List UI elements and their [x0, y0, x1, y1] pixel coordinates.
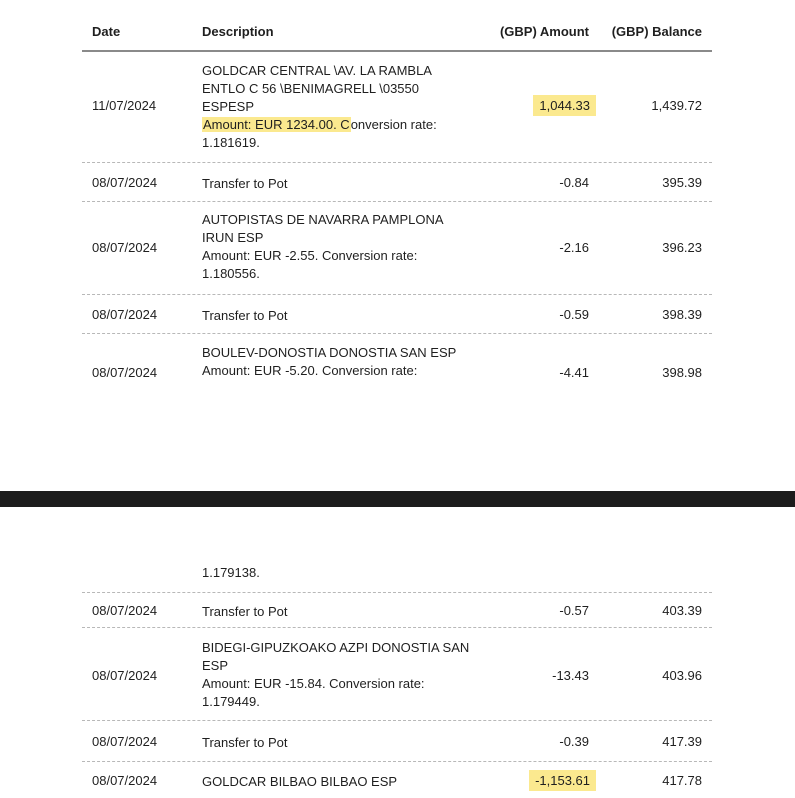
row-balance: 1,439.72	[651, 98, 702, 113]
row-balance: 417.39	[662, 734, 702, 749]
row-amount: -4.41	[559, 365, 589, 380]
desc-line: ENTLO C 56 \BENIMAGRELL \03550	[202, 81, 420, 96]
header-amount: (GBP) Amount	[499, 24, 589, 39]
row-amount: -0.39	[559, 734, 589, 749]
row-description	[202, 639, 470, 711]
row-amount: -0.59	[559, 307, 589, 322]
table-row	[82, 593, 712, 628]
row-date: 08/07/2024	[92, 175, 158, 190]
row-description: GOLDCAR BILBAO BILBAO ESP	[202, 774, 398, 789]
desc-line: BIDEGI-GIPUZKOAKO AZPI DONOSTIA SAN	[202, 640, 470, 655]
table-row-continuation	[82, 552, 712, 593]
row-date: 08/07/2024	[92, 307, 158, 322]
row-description: Transfer to Pot	[202, 735, 288, 750]
row-balance: 396.23	[662, 240, 702, 255]
header-description: Description	[202, 24, 274, 39]
row-description: Transfer to Pot	[202, 604, 288, 619]
table-row	[82, 762, 712, 798]
table-row	[82, 163, 712, 202]
row-description: Transfer to Pot	[202, 308, 288, 323]
row-date: 08/07/2024	[92, 603, 158, 618]
desc-line: Amount: EUR -15.84. Conversion rate:	[202, 676, 425, 691]
row-date: 08/07/2024	[92, 240, 158, 255]
table-row	[82, 721, 712, 762]
desc-line: IRUN ESP	[202, 230, 264, 245]
table-row	[82, 202, 712, 295]
header-date: Date	[92, 24, 121, 39]
row-description	[202, 344, 462, 380]
row-date: 08/07/2024	[92, 365, 158, 380]
table-row	[82, 52, 712, 163]
row-description: 1.179138.	[202, 565, 260, 580]
row-description	[202, 62, 462, 152]
desc-line: ESP	[202, 658, 229, 673]
highlighted-amount-text: Amount: EUR 1234.00. C	[203, 117, 350, 132]
row-balance: 403.96	[662, 668, 702, 683]
header-balance: (GBP) Balance	[611, 24, 702, 39]
desc-line: 1.181619.	[202, 135, 260, 150]
desc-line: Amount: EUR -5.20. Conversion rate:	[202, 363, 418, 378]
desc-text: onversion rate:	[350, 117, 437, 132]
row-balance: 398.39	[662, 307, 702, 322]
desc-line: ESPESP	[202, 99, 255, 114]
desc-line: AUTOPISTAS DE NAVARRA PAMPLONA	[202, 212, 444, 227]
table-header	[82, 0, 712, 52]
row-amount: -2.16	[559, 240, 589, 255]
desc-line: 1.180556.	[202, 266, 260, 281]
highlighted-amount: -1,153.61	[529, 770, 596, 791]
row-description: Transfer to Pot	[202, 176, 288, 191]
row-amount: -13.43	[552, 668, 589, 683]
desc-line: GOLDCAR CENTRAL \AV. LA RAMBLA	[202, 63, 432, 78]
row-amount	[533, 95, 596, 116]
row-date: 08/07/2024	[92, 668, 158, 683]
table-row	[82, 628, 712, 721]
page-separator	[0, 491, 795, 507]
row-amount: -0.57	[559, 603, 589, 618]
table-row	[82, 295, 712, 334]
desc-line: BOULEV-DONOSTIA DONOSTIA SAN ESP	[202, 345, 457, 360]
row-description	[202, 211, 462, 283]
row-amount: -0.84	[559, 175, 589, 190]
row-balance: 417.78	[662, 773, 702, 788]
highlighted-amount: 1,044.33	[533, 95, 596, 116]
row-amount	[529, 770, 596, 791]
row-balance: 403.39	[662, 603, 702, 618]
statement-page-bottom	[0, 507, 795, 798]
desc-line: Amount: EUR -2.55. Conversion rate:	[202, 248, 418, 263]
row-date: 08/07/2024	[92, 734, 158, 749]
row-date: 11/07/2024	[92, 98, 157, 113]
table-row	[82, 334, 712, 394]
desc-line: 1.179449.	[202, 694, 260, 709]
row-balance: 395.39	[662, 175, 702, 190]
row-date: 08/07/2024	[92, 773, 158, 788]
desc-line-conversion	[202, 116, 462, 134]
row-balance: 398.98	[662, 365, 702, 380]
